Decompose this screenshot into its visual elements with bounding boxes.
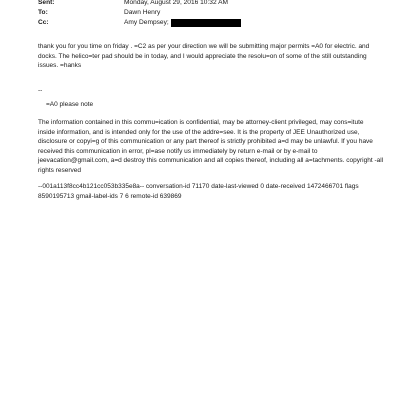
to-label: To: (38, 9, 48, 16)
to-value: Dawn Henry (124, 9, 161, 16)
metadata-line: --001a113f8cc4b121cc053b335e8a-- conversation-id 71170 date-last-viewed 0 date-received 1472466701 flags (38, 183, 359, 190)
sent-label: Sent: (38, 0, 55, 6)
disclaimer-line: The information contained in this commu=ication is confidential, may be attorney-client privileged, may cons=itute (38, 119, 364, 126)
email-header (38, 0, 378, 28)
disclaimer-line: inside information, and is intended only for the use of the addre=see. It is the property of JEE Unauthorized use, (38, 128, 360, 136)
metadata-line: 8590195713 gmail-label-ids 7 6 remote-id 639869 (38, 192, 182, 200)
signature-separator: -- (38, 87, 43, 94)
message-line: thank you for you time on friday . =C2 as per your direction we will be submitting major permits =A0 for electric. and (38, 43, 370, 50)
cc-row (38, 18, 378, 28)
disclaimer-line: jeevacation@gmail.com, a=d destroy this communication and all copies thereof, including all a=tachments. copyright -all (38, 157, 384, 165)
cc-value: Amy Dempsey; (124, 19, 169, 26)
disclaimer-line: rights reserved (38, 166, 81, 174)
sent-row (38, 0, 378, 8)
message-line: issues. =hanks (38, 62, 82, 70)
cc-label: Cc: (38, 19, 49, 26)
cc-value-wrap (124, 18, 378, 28)
redaction-block (171, 19, 241, 27)
sent-value: Monday, August 29, 2016 10:32 AM (124, 0, 228, 6)
to-row (38, 8, 378, 18)
message-metadata (38, 182, 378, 201)
disclaimer-line: received this communication in error, pl=ase notify us immediately by return e-mail or by e-mail to (38, 147, 318, 155)
disclaimer-line: disclosure or copyi=g of this communication or any part thereof is strictly prohibited a=d may be unlawful. If you have (38, 138, 373, 146)
signature-note: =A0 please note (46, 101, 94, 108)
confidentiality-disclaimer (38, 118, 384, 176)
message-body (38, 42, 378, 71)
message-line: docks. The helico=ter pad should be in today, and I would appreciate the resolu=on of some of the still outstanding (38, 52, 367, 60)
